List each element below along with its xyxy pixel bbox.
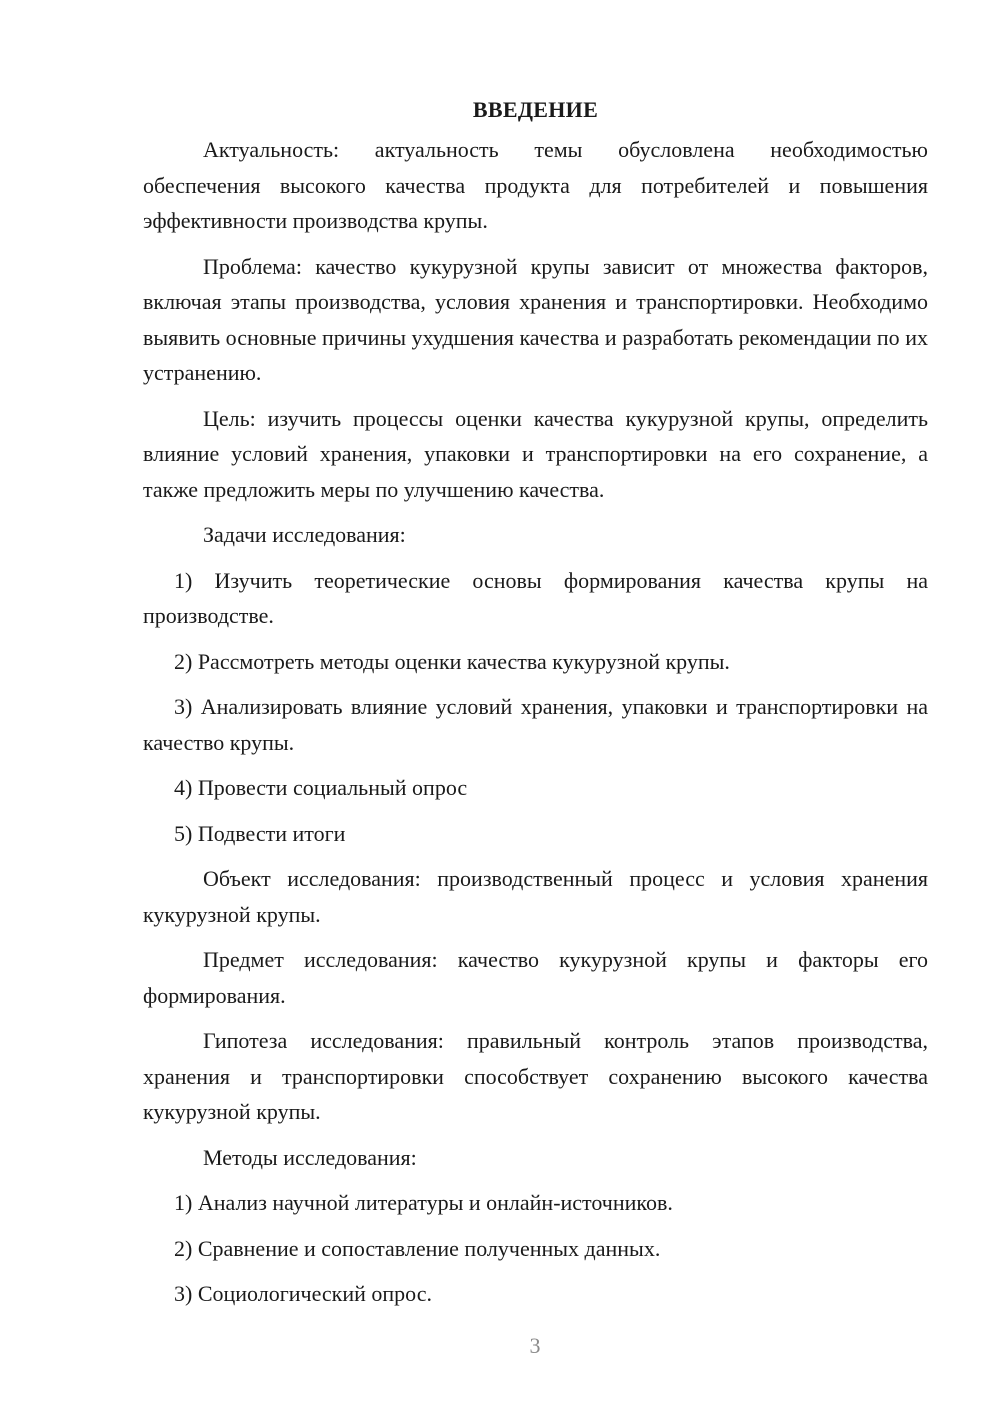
problem-paragraph: Проблема: качество кукурузной крупы зависит от множества факторов, включая этапы производства, условия хранения и транспортировки. Необходимо выявить основные причины ухудшения качества и разработать рекомендации по их устранению. xyxy=(143,253,928,385)
object-paragraph: Объект исследования: производственный процесс и условия хранения кукурузной крупы. xyxy=(143,866,928,927)
page-number: 3 xyxy=(529,1333,541,1358)
method-item: 2) Сравнение и сопоставление полученных данных. xyxy=(174,1235,661,1261)
goal-paragraph: Цель: изучить процессы оценки качества кукурузной крупы, определить влияние условий хранения, упаковки и транспортировки на его сохранение, а также предложить меры по улучшению качества. xyxy=(143,405,928,502)
subject-paragraph: Предмет исследования: качество кукурузной крупы и факторы его формирования. xyxy=(143,947,928,1008)
task-item: 4) Провести социальный опрос xyxy=(174,775,468,800)
methods-heading: Методы исследования: xyxy=(203,1144,417,1170)
hypothesis-paragraph: Гипотеза исследования: правильный контроль этапов производства, хранения и транспортировки способствует сохранению высокого качества кукурузной крупы. xyxy=(143,1028,928,1124)
relevance-paragraph: Актуальность: актуальность темы обусловлена необходимостью обеспечения высокого качества продукта для потребителей и повышения эффективности производства крупы. xyxy=(143,137,928,233)
section-title: ВВЕДЕНИЕ xyxy=(472,97,599,122)
method-item: 1) Анализ научной литературы и онлайн-источников. xyxy=(174,1190,673,1215)
task-item: 2) Рассмотреть методы оценки качества кукурузной крупы. xyxy=(174,648,730,674)
task-item: 1) Изучить теоретические основы формирования качества крупы на производстве. xyxy=(143,567,928,628)
document-page xyxy=(143,92,928,1322)
method-item: 3) Социологический опрос. xyxy=(174,1281,432,1306)
tasks-heading: Задачи исследования: xyxy=(203,522,406,547)
task-item: 3) Анализировать влияние условий хранения, упаковки и транспортировки на качество крупы. xyxy=(143,694,928,755)
task-item: 5) Подвести итоги xyxy=(174,820,346,846)
